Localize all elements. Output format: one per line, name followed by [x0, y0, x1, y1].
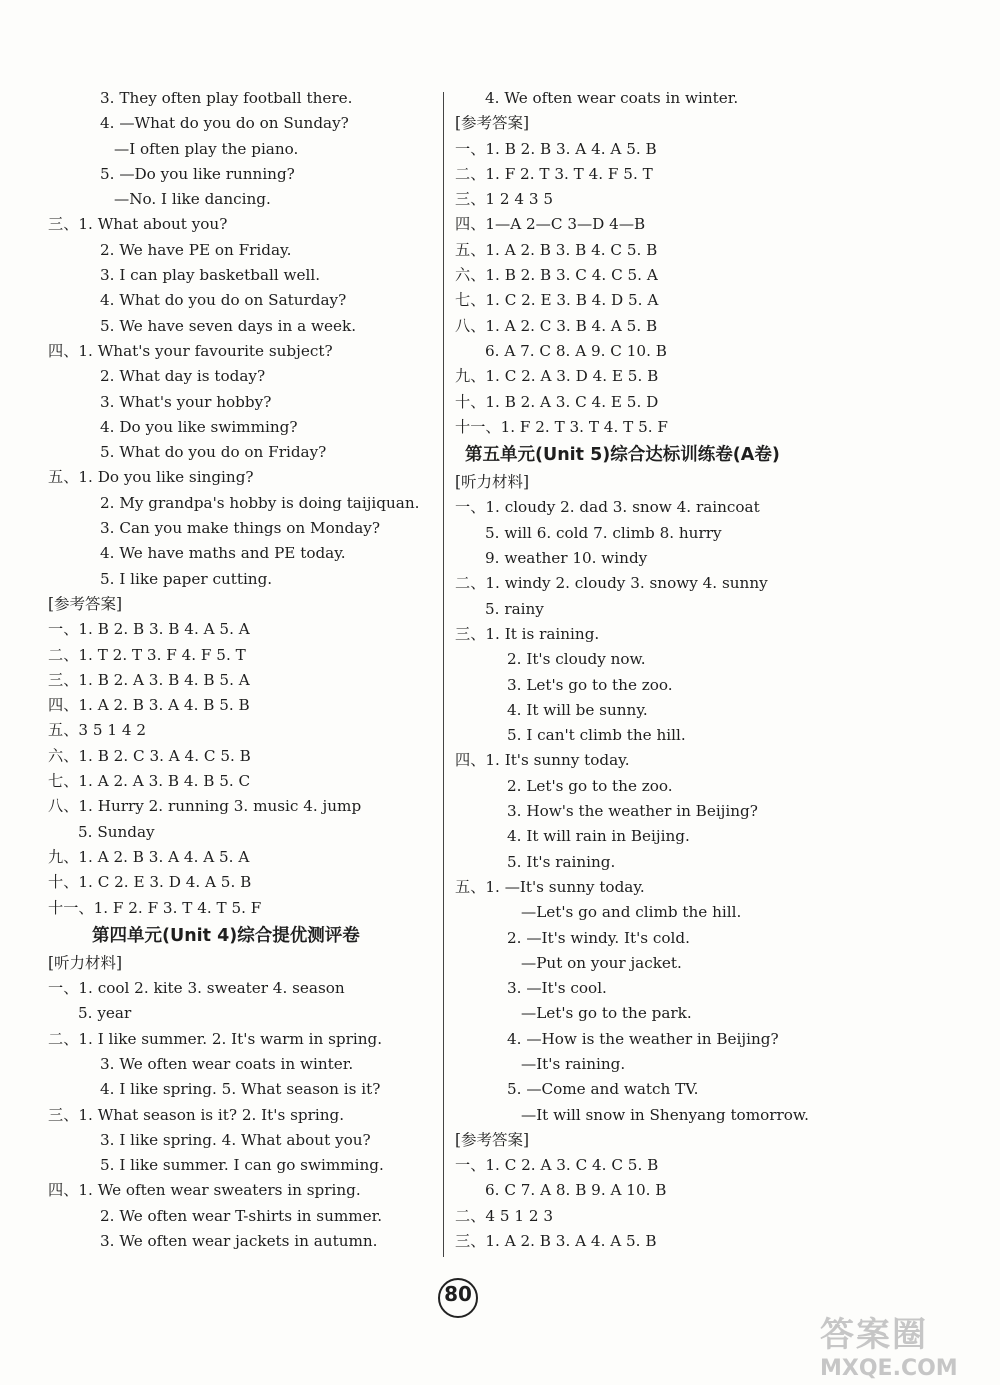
text-line: 六、1. B 2. B 3. C 4. C 5. A	[455, 266, 658, 285]
text-line: 6. A 7. C 8. A 9. C 10. B	[485, 341, 667, 360]
text-line: 三、1. What season is it? 2. It's spring.	[48, 1105, 345, 1124]
text-line: 三、1 2 4 3 5	[455, 190, 553, 209]
text-line: 4. Do you like swimming?	[100, 417, 298, 436]
text-line: 四、1—A 2—C 3—D 4—B	[455, 215, 646, 234]
text-line: 5. I like paper cutting.	[100, 569, 273, 588]
text-line: 5. rainy	[485, 599, 544, 618]
text-line: 一、1. B 2. B 3. B 4. A 5. A	[48, 620, 250, 639]
text-line: 二、1. windy 2. cloudy 3. snowy 4. sunny	[455, 574, 768, 593]
text-line: 3. They often play football there.	[100, 89, 353, 107]
page-number: 80	[444, 1282, 472, 1306]
text-line: 九、1. C 2. A 3. D 4. E 5. B	[455, 367, 659, 386]
text-line: 3. Can you make things on Monday?	[100, 519, 381, 538]
text-line: 五、1. A 2. B 3. B 4. C 5. B	[455, 240, 658, 259]
text-line: 3. We often wear coats in winter.	[100, 1054, 354, 1073]
text-line: 3. I can play basketball well.	[100, 266, 321, 285]
text-line: 3. How's the weather in Beijing?	[507, 802, 758, 821]
text-line: 五、1. Do you like singing?	[48, 468, 254, 487]
text-line: 十一、1. F 2. F 3. T 4. T 5. F	[48, 898, 262, 917]
text-line: 6. C 7. A 8. B 9. A 10. B	[485, 1181, 667, 1200]
text-line: 八、1. Hurry 2. running 3. music 4. jump	[48, 797, 362, 816]
text-line: 四、1. We often wear sweaters in spring.	[48, 1181, 361, 1200]
text-line: —Let's go and climb the hill.	[521, 903, 742, 922]
text-line: 2. What day is today?	[100, 367, 266, 386]
section-heading: [参考答案]	[455, 114, 530, 133]
text-line: 二、4 5 1 2 3	[455, 1206, 553, 1225]
text-line: 七、1. C 2. E 3. B 4. D 5. A	[455, 291, 659, 310]
section-heading: [参考答案]	[455, 1130, 530, 1149]
text-line: 2. We often wear T-shirts in summer.	[100, 1206, 383, 1225]
text-line: 三、1. It is raining.	[455, 624, 600, 643]
watermark-title: 答案圈	[820, 1315, 928, 1355]
text-line: 三、1. B 2. A 3. B 4. B 5. A	[48, 670, 250, 689]
text-line: 4. —What do you do on Sunday?	[100, 114, 349, 133]
text-line: 2. We have PE on Friday.	[100, 240, 292, 259]
text-line: 二、1. F 2. T 3. T 4. F 5. T	[455, 164, 653, 183]
text-line: 5. I like summer. I can go swimming.	[100, 1156, 384, 1175]
text-line: 一、1. cool 2. kite 3. sweater 4. season	[48, 979, 345, 998]
text-line: 十、1. B 2. A 3. C 4. E 5. D	[455, 392, 659, 411]
text-line: 4. We often wear coats in winter.	[485, 89, 739, 107]
text-line: 9. weather 10. windy	[485, 549, 648, 568]
column-divider	[443, 92, 444, 1257]
text-line: 一、1. C 2. A 3. C 4. C 5. B	[455, 1156, 659, 1175]
text-line: 十、1. C 2. E 3. D 4. A 5. B	[48, 873, 252, 892]
watermark-url: MXQE.COM	[820, 1356, 958, 1381]
left-column	[48, 86, 428, 1254]
text-line: 一、1. B 2. B 3. A 4. A 5. B	[455, 139, 657, 158]
right-column	[455, 86, 850, 1254]
text-line: 4. It will be sunny.	[507, 700, 648, 719]
text-line: 4. We have maths and PE today.	[100, 544, 346, 563]
text-line: 4. What do you do on Saturday?	[100, 291, 347, 310]
text-line: 二、1. T 2. T 3. F 4. F 5. T	[48, 645, 246, 664]
section-heading: [参考答案]	[48, 594, 123, 613]
text-line: 4. It will rain in Beijing.	[507, 827, 690, 846]
text-line: 七、1. A 2. A 3. B 4. B 5. C	[48, 772, 251, 791]
text-line: 3. Let's go to the zoo.	[507, 675, 673, 694]
text-line: 5. —Do you like running?	[100, 164, 295, 183]
text-line: 5. We have seven days in a week.	[100, 316, 357, 335]
text-line: 三、1. A 2. B 3. A 4. A 5. B	[455, 1232, 657, 1251]
page-number-badge	[420, 1268, 490, 1328]
text-line: 三、1. What about you?	[48, 215, 228, 234]
text-line: 四、1. A 2. B 3. A 4. B 5. B	[48, 696, 250, 715]
text-line: 九、1. A 2. B 3. A 4. A 5. A	[48, 847, 250, 866]
text-line: 5. What do you do on Friday?	[100, 443, 327, 462]
section-heading: [听力材料]	[48, 953, 123, 972]
text-line: —It's raining.	[521, 1054, 626, 1073]
text-line: —It will snow in Shenyang tomorrow.	[521, 1105, 809, 1124]
text-line: 五、3 5 1 4 2	[48, 721, 146, 740]
text-line: —Put on your jacket.	[521, 953, 682, 972]
section-title: 第五单元(Unit 5)综合达标训练卷(A卷)	[465, 445, 780, 466]
text-line: 一、1. cloudy 2. dad 3. snow 4. raincoat	[455, 498, 760, 517]
text-line: 2. It's cloudy now.	[507, 650, 646, 669]
text-line: 六、1. B 2. C 3. A 4. C 5. B	[48, 746, 251, 765]
text-line: 四、1. What's your favourite subject?	[48, 341, 333, 360]
text-line: 二、1. I like summer. 2. It's warm in spring.	[48, 1029, 383, 1048]
text-line: 5. —Come and watch TV.	[507, 1080, 699, 1099]
text-line: 八、1. A 2. C 3. B 4. A 5. B	[455, 316, 658, 335]
text-line: —No. I like dancing.	[114, 190, 271, 209]
text-line: 5. It's raining.	[507, 852, 616, 871]
text-line: 四、1. It's sunny today.	[455, 751, 630, 770]
text-line: 3. What's your hobby?	[100, 392, 272, 411]
text-line: 2. My grandpa's hobby is doing taijiquan.	[100, 493, 420, 512]
text-line: 3. We often wear jackets in autumn.	[100, 1232, 378, 1251]
text-line: 4. I like spring. 5. What season is it?	[100, 1080, 381, 1099]
text-line: 2. —It's windy. It's cold.	[507, 928, 690, 947]
text-line: 3. —It's cool.	[507, 979, 607, 998]
text-line: 5. will 6. cold 7. climb 8. hurry	[485, 523, 722, 542]
watermark-logo	[820, 1307, 990, 1379]
text-line: 5. I can't climb the hill.	[507, 726, 686, 745]
section-title: 第四单元(Unit 4)综合提优测评卷	[92, 925, 360, 946]
text-line: 5. year	[78, 1004, 132, 1023]
section-heading: [听力材料]	[455, 473, 530, 492]
text-line: 5. Sunday	[78, 822, 155, 841]
text-line: 十一、1. F 2. T 3. T 4. T 5. F	[455, 417, 668, 436]
text-line: 五、1. —It's sunny today.	[455, 877, 645, 896]
text-line: 4. —How is the weather in Beijing?	[507, 1029, 779, 1048]
text-line: —Let's go to the park.	[521, 1004, 692, 1023]
text-line: —I often play the piano.	[114, 139, 299, 158]
text-line: 3. I like spring. 4. What about you?	[100, 1130, 371, 1149]
text-line: 2. Let's go to the zoo.	[507, 776, 673, 795]
